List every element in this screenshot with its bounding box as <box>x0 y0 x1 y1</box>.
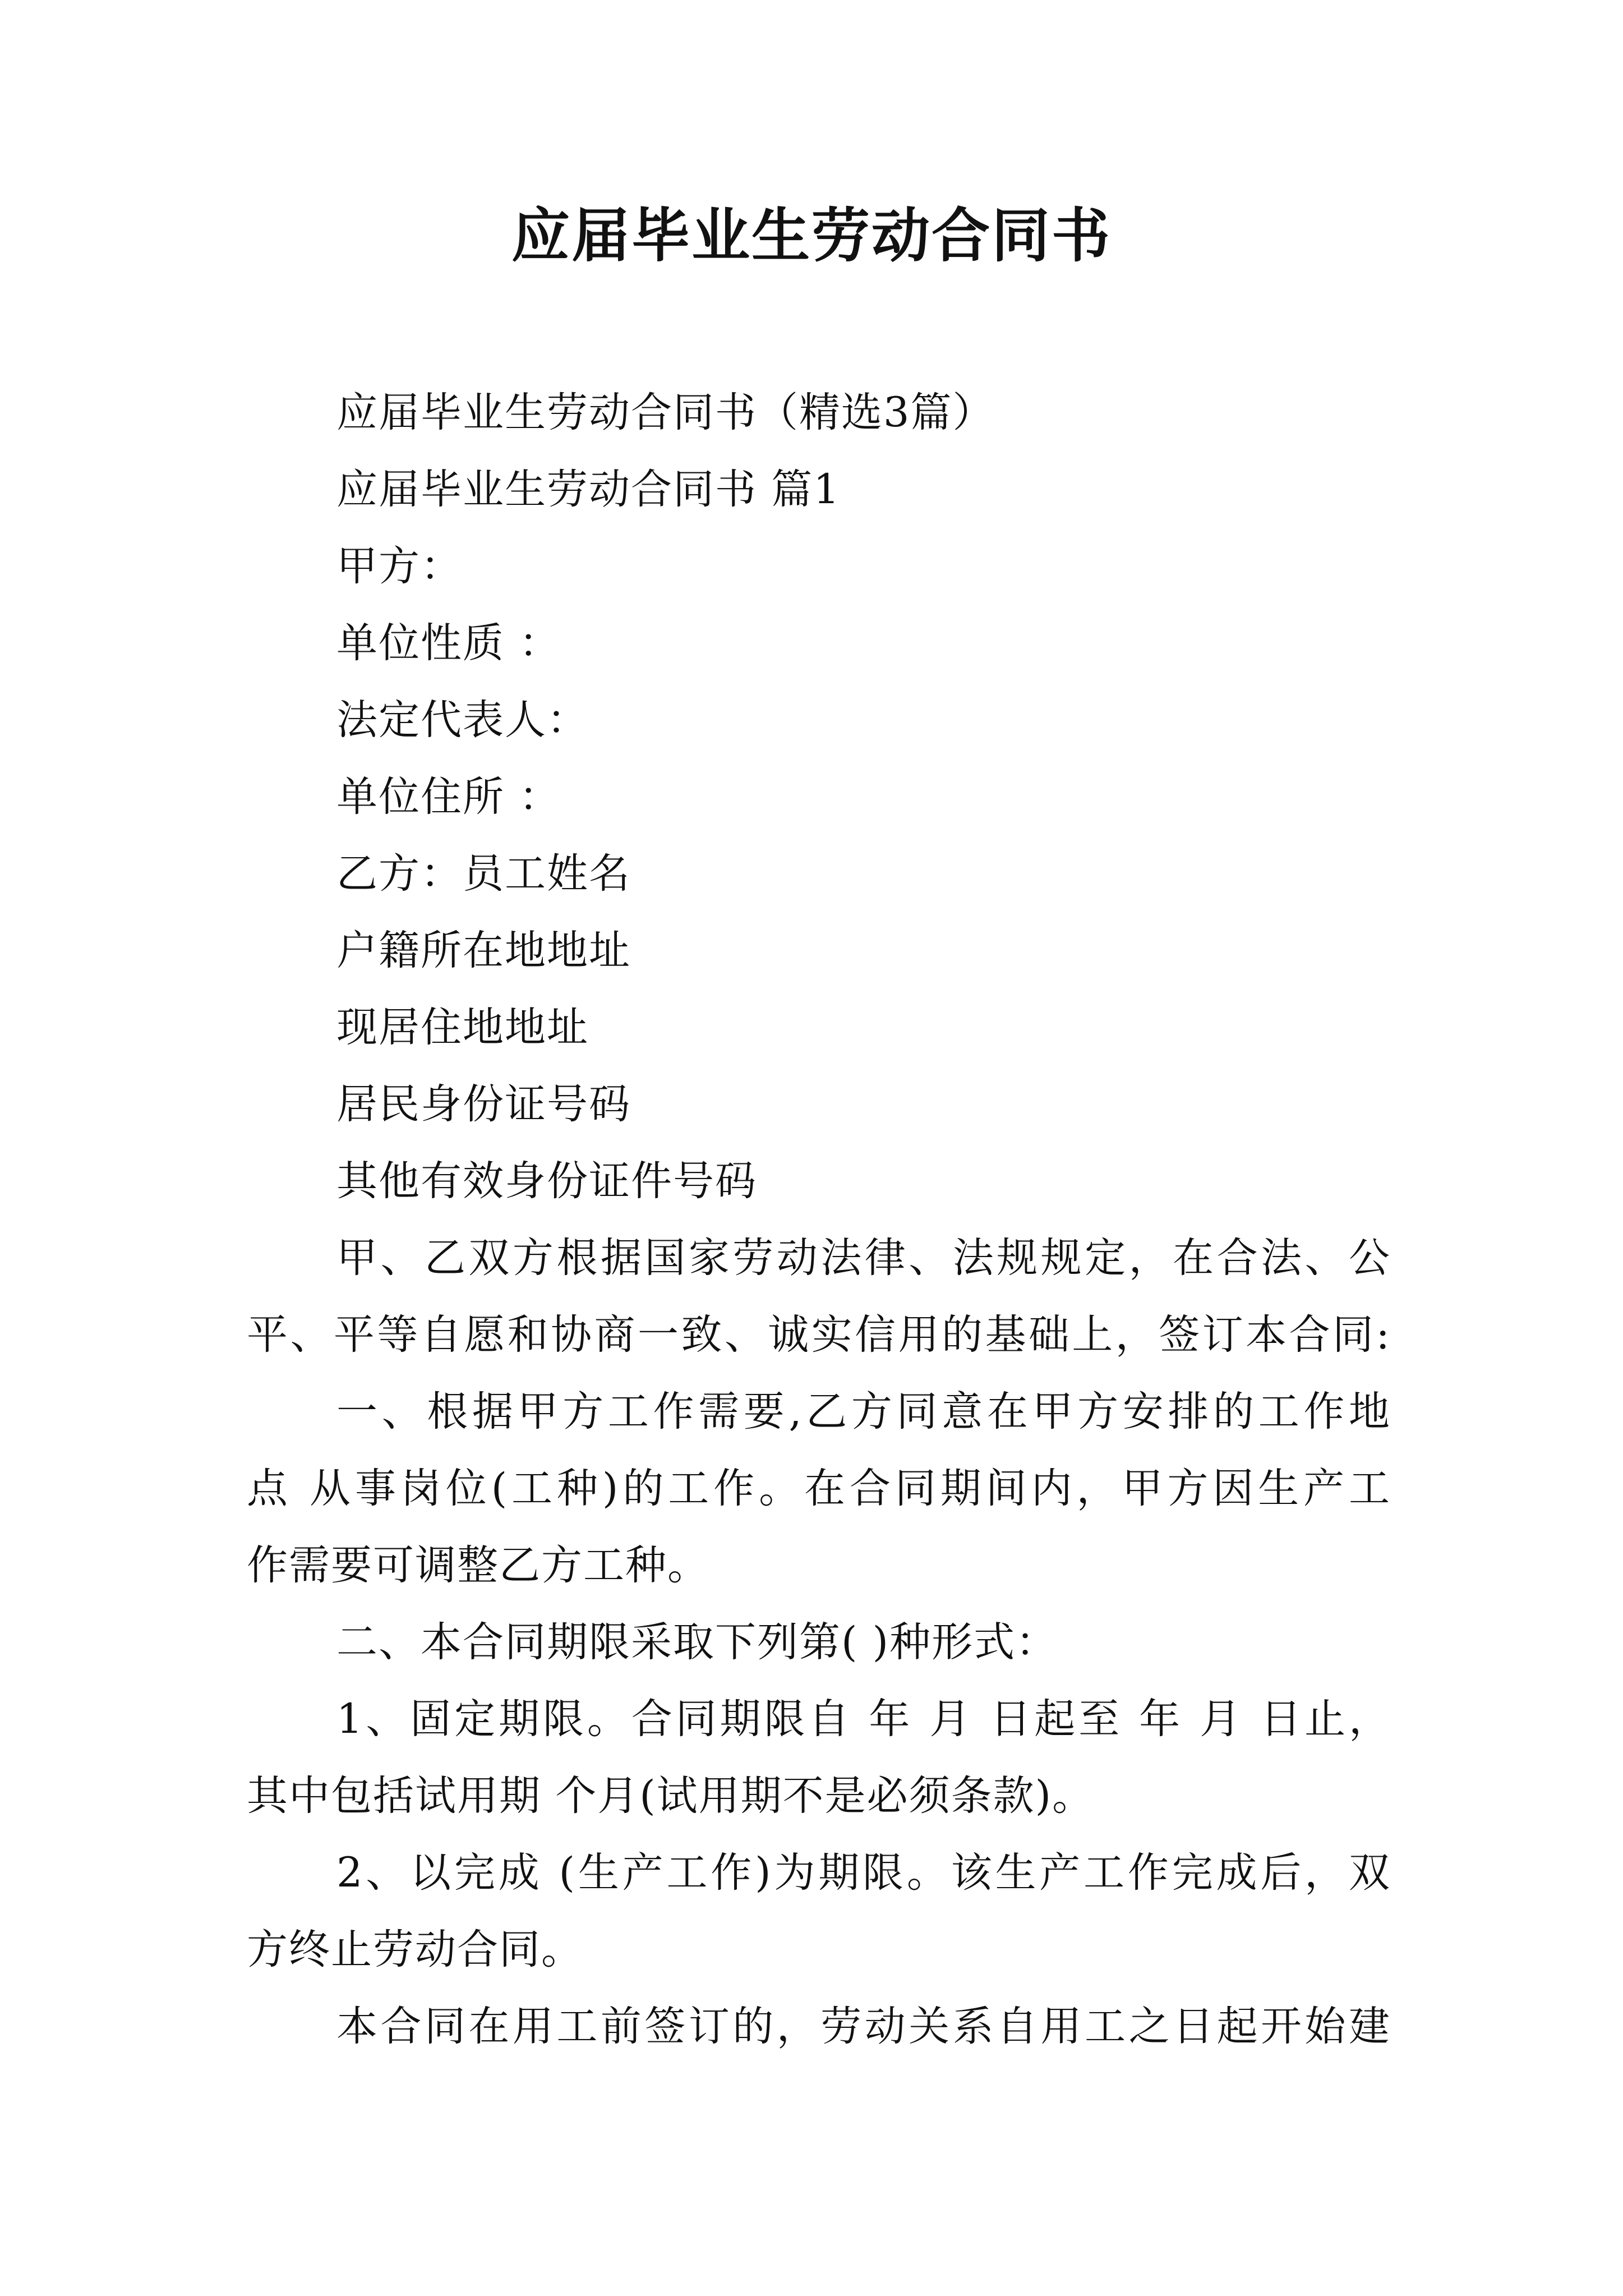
document-line: 甲方： <box>336 542 463 590</box>
document-line: 法定代表人： <box>336 696 589 744</box>
document-line: 方终止劳动合同。 <box>247 1926 583 1973</box>
document-line: 应届毕业生劳动合同书（精选3篇） <box>336 389 995 436</box>
document-line: 现居住地地址 <box>336 1004 589 1051</box>
document-line: 乙方：员工姓名 <box>336 850 631 898</box>
document-line: 本合同在用工前签订的，劳动关系自用工之日起开始建 <box>336 2003 1391 2050</box>
document-line: 2、以完成 (生产工作)为期限。该生产工作完成后，双 <box>336 1849 1391 1897</box>
document-line: 居民身份证号码 <box>336 1080 631 1128</box>
document-line: 单位住所 ： <box>336 773 561 821</box>
document-line: 1、固定期限。合同期限自 年 月 日起至 年 月 日止， <box>336 1695 1391 1743</box>
document-line: 作需要可调整乙方工种。 <box>247 1542 709 1589</box>
document-line: 其他有效身份证件号码 <box>336 1157 757 1205</box>
document-line: 单位性质 ： <box>336 619 561 667</box>
document-line: 应届毕业生劳动合同书 篇1 <box>336 466 841 513</box>
document-line: 甲、乙双方根据国家劳动法律、法规规定，在合法、公 <box>336 1234 1391 1282</box>
document-line: 户籍所在地地址 <box>336 927 631 974</box>
document-line: 二、本合同期限采取下列第( )种形式： <box>336 1618 1058 1666</box>
document-title: 应届毕业生劳动合同书 <box>511 201 1112 270</box>
document-line: 一、根据甲方工作需要,乙方同意在甲方安排的工作地 <box>336 1388 1391 1435</box>
document-line: 其中包括试用期 个月(试用期不是必须条款)。 <box>247 1772 1095 1820</box>
document-body <box>247 374 1391 2065</box>
document-line: 平、平等自愿和协商一致、诚实信用的基础上，签订本合同: <box>247 1311 1391 1359</box>
document-line: 点 从事岗位(工种)的工作。在合同期间内，甲方因生产工 <box>247 1465 1391 1512</box>
